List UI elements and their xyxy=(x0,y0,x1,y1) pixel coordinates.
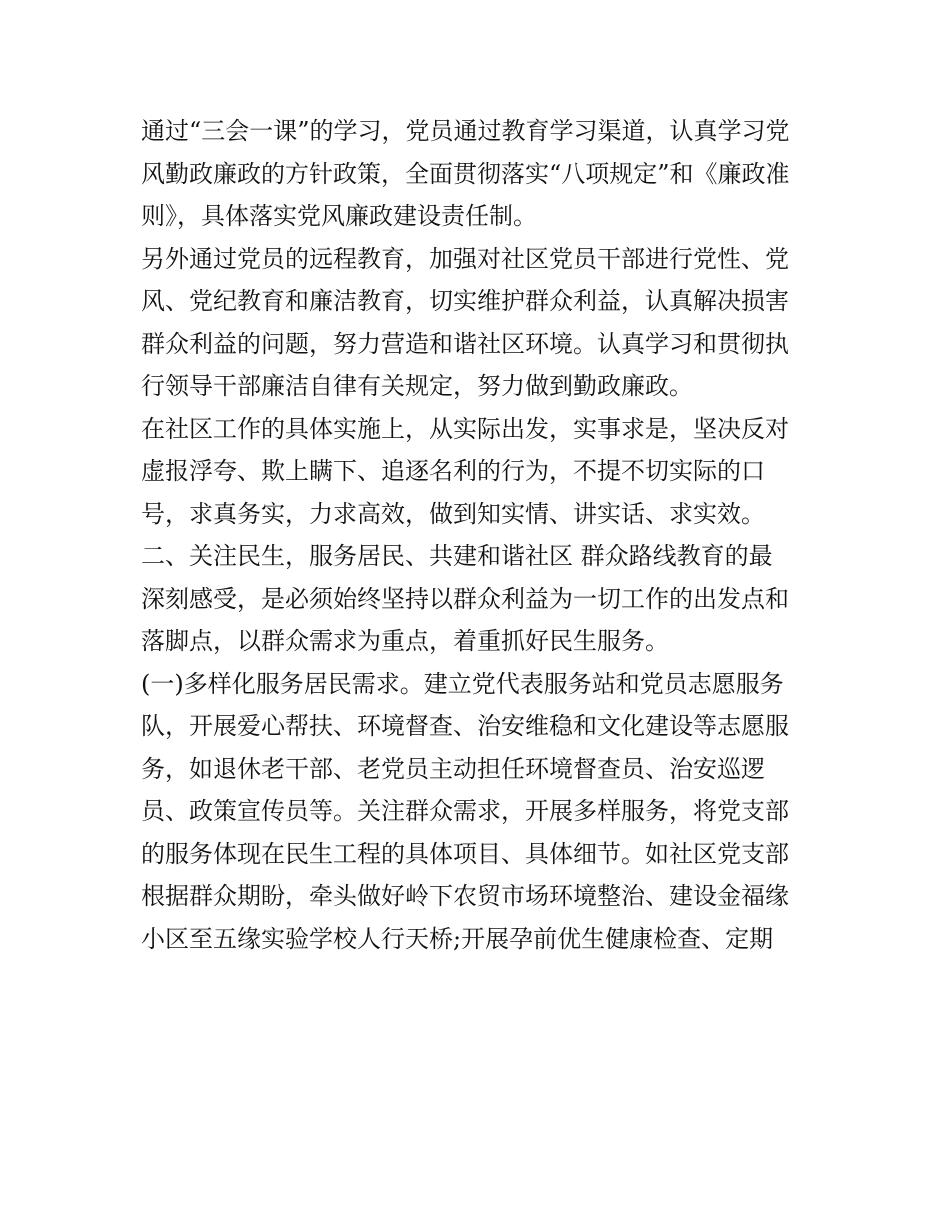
body-text xyxy=(141,110,821,960)
text-line: 号，求真务实，力求高效，做到知实情、讲实话、求实效。 xyxy=(141,499,765,528)
text-line: 员、政策宣传员等。关注群众需求，开展多样服务，将党支部 xyxy=(141,797,789,825)
text-line: 通过“三会一课”的学习，党员通过教育学习渠道，认真学习党 xyxy=(141,117,790,145)
text-line: 根据群众期盼，牵头做好岭下农贸市场环境整治、建设金福缘 xyxy=(141,882,789,910)
text-line: (一)多样化服务居民需求。建立党代表服务站和党员志愿服务 xyxy=(141,669,784,698)
text-line: 落脚点，以群众需求为重点，着重抓好民生服务。 xyxy=(141,627,669,655)
text-line: 务，如退休老干部、老党员主动担任环境督查员、治安巡逻 xyxy=(141,754,765,783)
text-line: 深刻感受，是必须始终坚持以群众利益为一切工作的出发点和 xyxy=(141,584,789,613)
text-line: 二、关注民生，服务居民、共建和谐社区 群众路线教育的最 xyxy=(141,542,773,570)
text-line: 的服务体现在民生工程的具体项目、具体细节。如社区党支部 xyxy=(141,839,789,868)
text-line: 另外通过党员的远程教育，加强对社区党员干部进行党性、党 xyxy=(141,244,789,273)
text-line: 在社区工作的具体实施上，从实际出发，实事求是，坚决反对 xyxy=(141,414,789,443)
text-line: 群众利益的问题，努力营造和谐社区环境。认真学习和贯彻执 xyxy=(141,329,789,358)
text-line: 风、党纪教育和廉洁教育，切实维护群众利益，认真解决损害 xyxy=(141,287,789,315)
text-line: 队，开展爱心帮扶、环境督查、治安维稳和文化建设等志愿服 xyxy=(141,712,789,740)
text-line: 行领导干部廉洁自律有关规定，努力做到勤政廉政。 xyxy=(141,372,693,400)
text-line: 则》，具体落实党风廉政建设责任制。 xyxy=(141,202,537,230)
text-line: 虚报浮夸、欺上瞒下、追逐名利的行为，不提不切实际的口 xyxy=(141,457,765,485)
text-line: 小区至五缘实验学校人行天桥;开展孕前优生健康检查、定期 xyxy=(141,924,774,953)
text-line: 风勤政廉政的方针政策，全面贯彻落实“八项规定”和《廉政准 xyxy=(141,159,790,188)
